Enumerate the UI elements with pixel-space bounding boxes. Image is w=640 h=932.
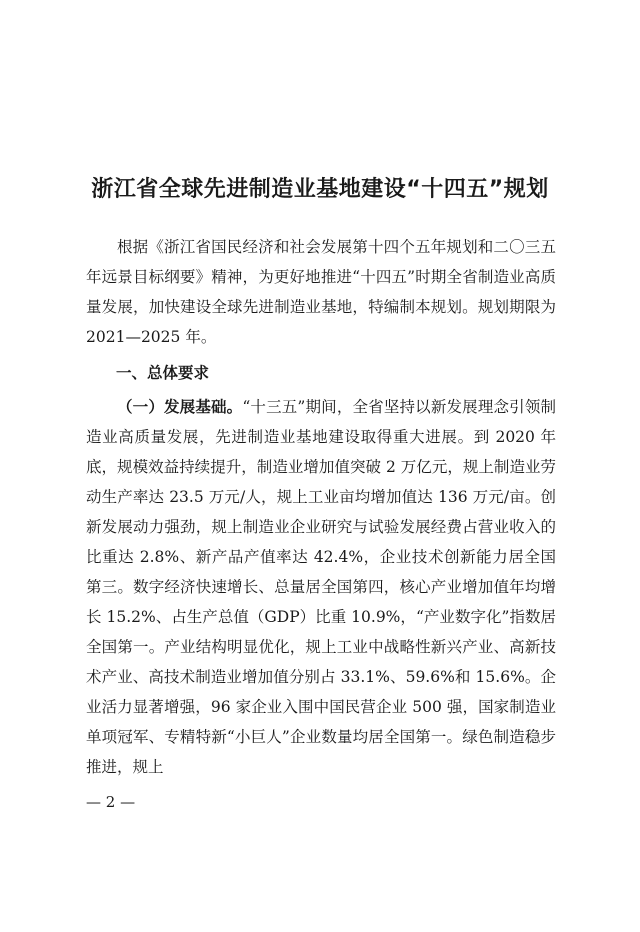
paragraph-body: “十三五”期间，全省坚持以新发展理念引领制造业高质量发展，先进制造业基地建设取得重大进展。到 2020 年底，规模效益持续提升，制造业增加值突破 2 万亿元，规上制造业劳动生产率达 23.5 万元/人，规上工业亩均增加值达 136 万元/亩。创新发展动力强劲，规上制造业企业研究与试验发展经费占营业收入的比重达 2.8%、新产品产值率达 42.4%，企业技术创新能力居全国第三。数字经济快速增长、总量居全国第四，核心产业增加值年均增长 15.2%、占生产总值（GDP）比重 10.9%，“产业数字化”指数居全国第一。产业结构明显优化，规上工业中战略性新兴产业、高新技术产业、高技术制造业增加值分别占 33.1%、59.6%和 15.6%。企业活力显著增强，96 家企业入围中国民营企业 500 强，国家制造业单项冠军、专精特新“小巨人”企业数量均居全国第一。绿色制造稳步推进，规上	[86, 398, 556, 776]
page-number: — 2 —	[86, 793, 136, 811]
paragraph-lead: （一）发展基础。	[117, 398, 243, 416]
body-paragraph	[86, 392, 556, 782]
section-heading: 一、总体要求	[116, 364, 210, 382]
document-title: 浙江省全球先进制造业基地建设“十四五”规划	[91, 177, 549, 202]
intro-paragraph: 根据《浙江省国民经济和社会发展第十四个五年规划和二〇三五年远景目标纲要》精神，为更好地推进“十四五”时期全省制造业高质量发展，加快建设全球先进制造业基地，特编制本规划。规划期限为 2021—2025 年。	[86, 238, 556, 346]
